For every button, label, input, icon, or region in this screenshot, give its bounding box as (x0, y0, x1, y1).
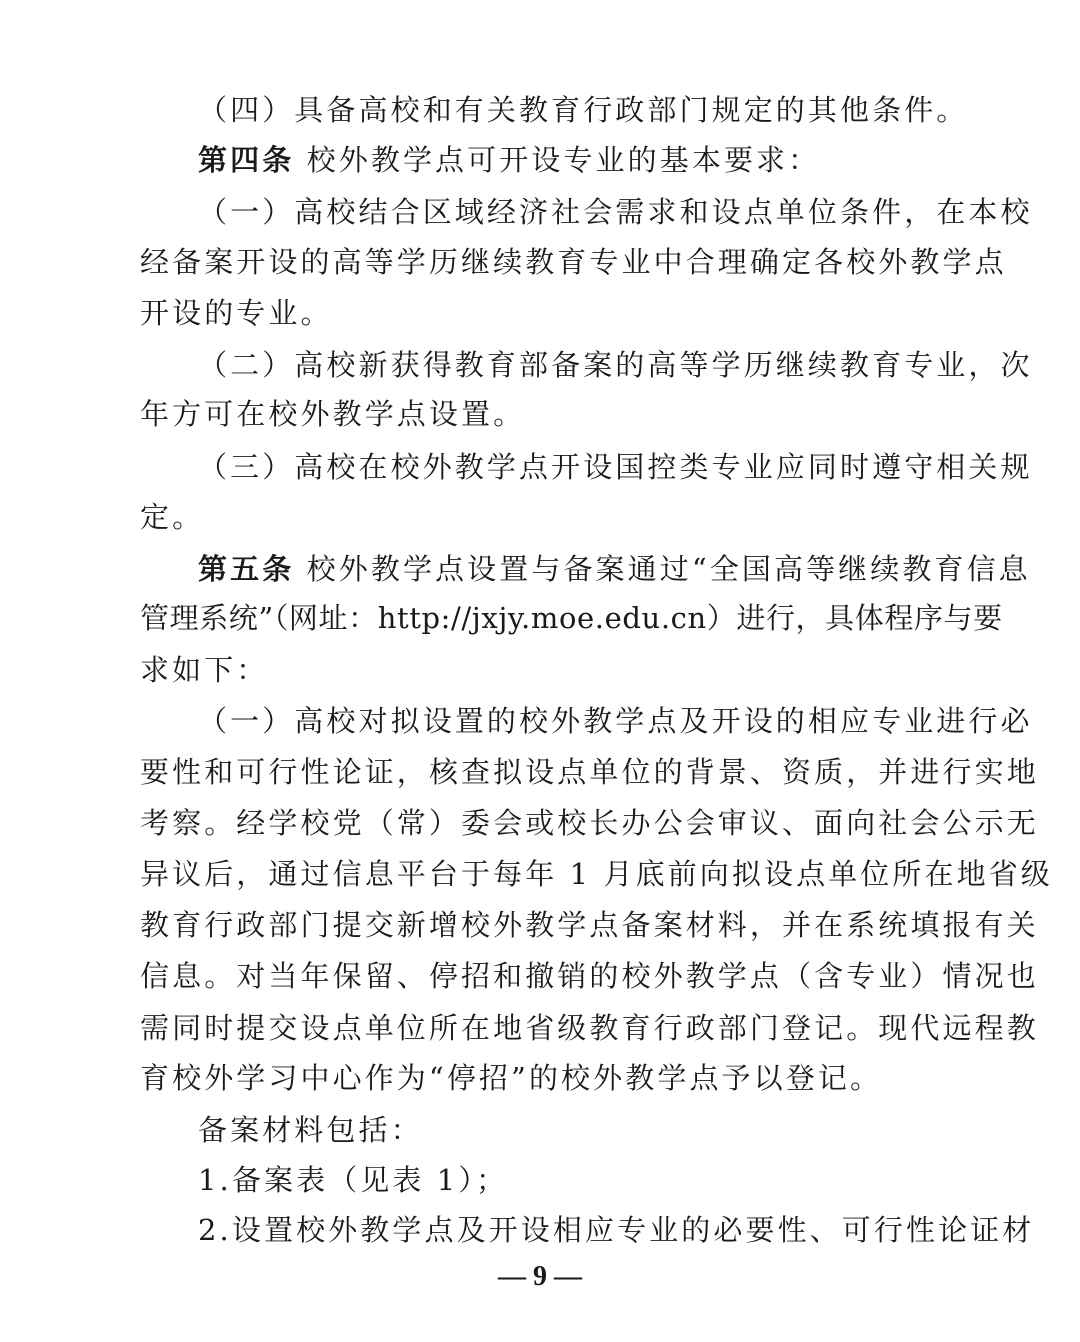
paragraph-line: （四）具备高校和有关教育行政部门规定的其他条件。 (198, 93, 969, 127)
paragraph-line: （二）高校新获得教育部备案的高等学历继续教育专业，次 (198, 348, 1033, 382)
paragraph-line: 要性和可行性论证，核查拟设点单位的背景、资质，并进行实地 (140, 755, 1039, 789)
paragraph-line: 信息。对当年保留、停招和撤销的校外教学点（含专业）情况也 (140, 959, 1039, 993)
article-heading: 第五条 (198, 552, 295, 586)
paragraph-line: 年方可在校外教学点设置。 (140, 397, 526, 431)
article-line (198, 142, 940, 178)
paragraph-line: （三）高校在校外教学点开设国控类专业应同时遵守相关规 (198, 450, 1033, 484)
article-line (198, 551, 1031, 587)
paragraph-line: 定。 (140, 500, 205, 534)
paragraph-line: （一）高校对拟设置的校外教学点及开设的相应专业进行必 (198, 704, 1033, 738)
list-item: 2.设置校外教学点及开设相应专业的必要性、可行性论证材 (198, 1213, 1035, 1247)
paragraph-line: 教育行政部门提交新增校外教学点备案材料，并在系统填报有关 (140, 908, 1039, 942)
paragraph-line: 异议后，通过信息平台于每年 1 月底前向拟设点单位所在地省级 (140, 857, 1053, 891)
article-heading: 第四条 (198, 143, 295, 177)
paragraph-line: （一）高校结合区域经济社会需求和设点单位条件，在本校 (198, 195, 1033, 229)
paragraph-line: 开设的专业。 (140, 296, 333, 330)
page-number: — 9 — (498, 1261, 582, 1292)
paragraph-line: 需同时提交设点单位所在地省级教育行政部门登记。现代远程教 (140, 1011, 1039, 1045)
paragraph-line: 求如下： (140, 653, 269, 687)
paragraph-line: 备案材料包括： (198, 1113, 423, 1147)
article-text: 校外教学点可开设专业的基本要求： (306, 143, 821, 177)
paragraph-line: 经备案开设的高等学历继续教育专业中合理确定各校外教学点 (140, 245, 1007, 279)
paragraph-line: 管理系统”（网址：http://jxjy.moe.edu.cn）进行，具体程序与要 (140, 601, 1003, 635)
paragraph-line: 育校外学习中心作为“停招”的校外教学点予以登记。 (140, 1061, 883, 1095)
list-item: 1.备案表（见表 1）； (198, 1163, 509, 1197)
paragraph-line: 考察。经学校党（常）委会或校长办公会审议、面向社会公示无 (140, 806, 1039, 840)
article-text: 校外教学点设置与备案通过“全国高等继续教育信息 (306, 552, 1031, 586)
